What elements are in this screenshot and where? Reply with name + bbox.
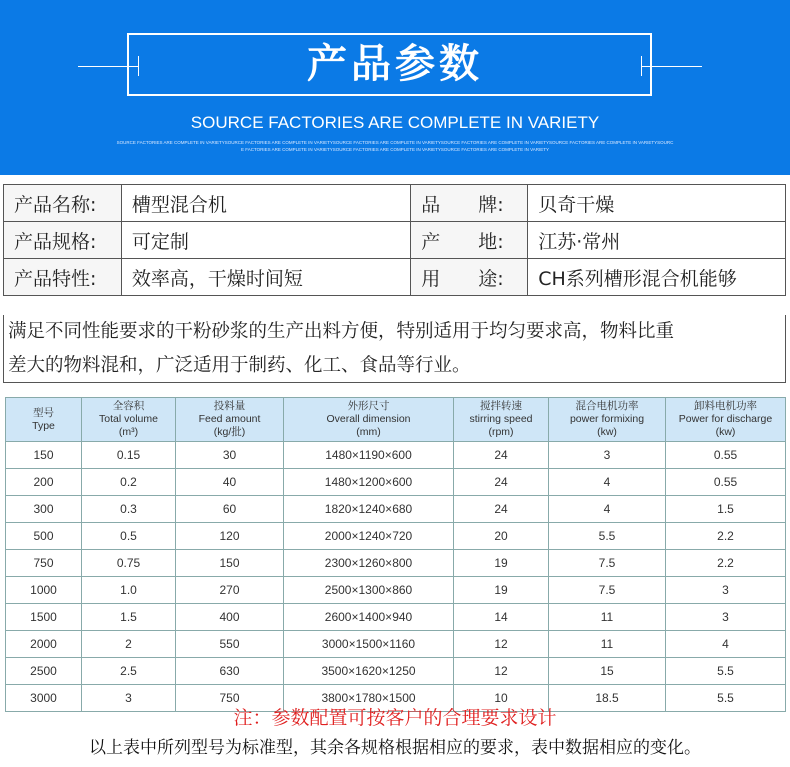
- cell-type: 500: [6, 523, 82, 550]
- cell-mixing-power: 4: [549, 496, 666, 523]
- brand-value: 贝奇干燥: [528, 185, 786, 222]
- cell-discharge-power: 1.5: [666, 496, 786, 523]
- cell-overall-dimension: 1480×1200×600: [284, 469, 454, 496]
- info-row: [4, 222, 786, 259]
- cell-discharge-power: 3: [666, 604, 786, 631]
- cell-feed-amount: 150: [176, 550, 284, 577]
- cell-stirring-speed: 20: [454, 523, 549, 550]
- header-overall-dimension: [284, 398, 454, 442]
- cell-discharge-power: 2.2: [666, 550, 786, 577]
- banner: [0, 0, 790, 175]
- cell-stirring-speed: 24: [454, 442, 549, 469]
- cell-discharge-power: 0.55: [666, 469, 786, 496]
- header-stirring-speed: [454, 398, 549, 442]
- spec-table-body: [6, 442, 786, 712]
- info-row: [4, 259, 786, 296]
- cell-overall-dimension: 3000×1500×1160: [284, 631, 454, 658]
- cell-overall-dimension: 2600×1400×940: [284, 604, 454, 631]
- header-cn-text: 搅拌转速: [480, 400, 522, 412]
- cell-discharge-power: 0.55: [666, 442, 786, 469]
- product-description: [3, 315, 786, 383]
- page-title: 产品参数: [307, 41, 483, 87]
- origin-value: 江苏·常州: [528, 222, 786, 259]
- table-row: [6, 523, 786, 550]
- description-line-1: 满足不同性能要求的干粉砂浆的生产出料方便，特别适用于均匀要求高，物料比重: [8, 321, 675, 342]
- header-mixing-power: [549, 398, 666, 442]
- cell-mixing-power: 7.5: [549, 550, 666, 577]
- header-cn-text: 投料量: [213, 400, 246, 412]
- product-spec-value: 可定制: [121, 222, 410, 259]
- cell-type: 2500: [6, 658, 82, 685]
- cell-overall-dimension: 1820×1240×680: [284, 496, 454, 523]
- header-en-text: Total volume: [99, 413, 158, 425]
- product-spec-label: 产品规格:: [4, 222, 122, 259]
- product-name-value: 槽型混合机: [121, 185, 410, 222]
- table-row: [6, 442, 786, 469]
- cell-feed-amount: 550: [176, 631, 284, 658]
- brand-label: 品 牌:: [411, 185, 528, 222]
- cell-type: 1500: [6, 604, 82, 631]
- product-feature-label: 产品特性:: [4, 259, 122, 296]
- usage-label: 用 途:: [411, 259, 528, 296]
- cell-total-volume: 0.75: [82, 550, 176, 577]
- banner-micro-text-2: E FACTORIES ARE COMPLETE IN VARIETYSOURCE FACTORIES ARE COMPLETE IN VARIETYSOURCE FACTORIES ARE COMPLETE IN VARIETY: [240, 147, 550, 152]
- note-standard-models: 以上表中所列型号为标准型，其余各规格根据相应的要求，表中数据相应的变化。: [89, 738, 701, 758]
- spec-table: [5, 397, 786, 712]
- header-unit-text: (kg/批): [213, 426, 246, 438]
- cell-discharge-power: 5.5: [666, 685, 786, 712]
- product-info-table: [3, 184, 786, 296]
- header-cn-text: 外形尺寸: [347, 400, 390, 412]
- cell-mixing-power: 18.5: [549, 685, 666, 712]
- cell-discharge-power: 5.5: [666, 658, 786, 685]
- cell-type: 150: [6, 442, 82, 469]
- cell-total-volume: 0.3: [82, 496, 176, 523]
- header-cn-text: 型号: [33, 406, 54, 419]
- table-row: [6, 469, 786, 496]
- header-cn-text: 混合电机功率: [575, 400, 639, 412]
- product-name-label: 产品名称:: [4, 185, 122, 222]
- cell-stirring-speed: 14: [454, 604, 549, 631]
- banner-micro-text-1: SOURCE FACTORIES ARE COMPLETE IN VARIETYSOURCE FACTORIES ARE COMPLETE IN VARIETYSOURCE FACTORIES ARE COMPLETE IN VARIETYSOURCE FACTORIES ARE COMPLETE IN VARIETYSOURCE FACTORIES ARE COMPLETE IN VARIETYSOURC: [116, 140, 674, 145]
- header-en-text: power formixing: [569, 413, 645, 425]
- cell-overall-dimension: 2500×1300×860: [284, 577, 454, 604]
- cell-total-volume: 0.5: [82, 523, 176, 550]
- cell-total-volume: 1.5: [82, 604, 176, 631]
- header-discharge-power: [666, 398, 786, 442]
- cell-stirring-speed: 12: [454, 631, 549, 658]
- banner-subtitle: SOURCE FACTORIES ARE COMPLETE IN VARIETY: [190, 113, 600, 132]
- note-custom-design: 注：参数配置可按客户的合理要求设计: [233, 707, 557, 729]
- cell-overall-dimension: 2300×1260×800: [284, 550, 454, 577]
- cell-type: 300: [6, 496, 82, 523]
- cell-total-volume: 2: [82, 631, 176, 658]
- table-row: [6, 550, 786, 577]
- cell-mixing-power: 7.5: [549, 577, 666, 604]
- cell-overall-dimension: 3500×1620×1250: [284, 658, 454, 685]
- header-cn-text: 全容积: [112, 400, 145, 412]
- cell-total-volume: 0.2: [82, 469, 176, 496]
- cell-mixing-power: 15: [549, 658, 666, 685]
- table-row: [6, 604, 786, 631]
- cell-type: 3000: [6, 685, 82, 712]
- cell-total-volume: 1.0: [82, 577, 176, 604]
- usage-value: CH系列槽形混合机能够: [528, 259, 786, 296]
- cell-feed-amount: 750: [176, 685, 284, 712]
- cell-feed-amount: 40: [176, 469, 284, 496]
- table-row: [6, 658, 786, 685]
- cell-feed-amount: 400: [176, 604, 284, 631]
- cell-type: 1000: [6, 577, 82, 604]
- cell-stirring-speed: 12: [454, 658, 549, 685]
- cell-mixing-power: 4: [549, 469, 666, 496]
- cell-discharge-power: 4: [666, 631, 786, 658]
- cell-feed-amount: 60: [176, 496, 284, 523]
- cell-feed-amount: 630: [176, 658, 284, 685]
- table-row: [6, 631, 786, 658]
- cell-stirring-speed: 19: [454, 577, 549, 604]
- table-row: [6, 577, 786, 604]
- header-cn-text: 卸料电机功率: [694, 400, 757, 412]
- description-line-2: 差大的物料混和，广泛适用于制药、化工、食品等行业。: [8, 355, 471, 376]
- cell-stirring-speed: 24: [454, 496, 549, 523]
- cell-stirring-speed: 24: [454, 469, 549, 496]
- header-unit-text: (rpm): [488, 426, 514, 438]
- product-feature-value: 效率高，干燥时间短: [121, 259, 410, 296]
- header-en-text: Type: [32, 419, 55, 432]
- cell-overall-dimension: 1480×1190×600: [284, 442, 454, 469]
- cell-total-volume: 3: [82, 685, 176, 712]
- cell-mixing-power: 11: [549, 631, 666, 658]
- cell-type: 200: [6, 469, 82, 496]
- origin-label: 产 地:: [411, 222, 528, 259]
- cell-feed-amount: 270: [176, 577, 284, 604]
- cell-overall-dimension: 2000×1240×720: [284, 523, 454, 550]
- header-unit-text: (mm): [356, 426, 381, 438]
- cell-discharge-power: 3: [666, 577, 786, 604]
- header-type: [6, 398, 82, 442]
- header-unit-text: (kw): [597, 426, 617, 438]
- header-en-text: Power for discharge: [678, 413, 773, 425]
- header-unit-text: (kw): [715, 426, 736, 438]
- cell-stirring-speed: 19: [454, 550, 549, 577]
- header-en-text: stirring speed: [469, 413, 533, 425]
- header-feed-amount: [176, 398, 284, 442]
- cell-feed-amount: 120: [176, 523, 284, 550]
- cell-total-volume: 0.15: [82, 442, 176, 469]
- cell-mixing-power: 5.5: [549, 523, 666, 550]
- table-row: [6, 496, 786, 523]
- header-unit-text: (m³): [118, 426, 139, 438]
- header-total-volume: [82, 398, 176, 442]
- cell-total-volume: 2.5: [82, 658, 176, 685]
- info-row: [4, 185, 786, 222]
- cell-type: 750: [6, 550, 82, 577]
- spec-table-header: [6, 398, 786, 442]
- cell-mixing-power: 3: [549, 442, 666, 469]
- header-en-text: Feed amount: [198, 413, 261, 425]
- cell-stirring-speed: 10: [454, 685, 549, 712]
- cell-mixing-power: 11: [549, 604, 666, 631]
- header-en-text: Overall dimension: [326, 413, 411, 425]
- cell-feed-amount: 30: [176, 442, 284, 469]
- cell-discharge-power: 2.2: [666, 523, 786, 550]
- cell-type: 2000: [6, 631, 82, 658]
- cell-overall-dimension: 3800×1780×1500: [284, 685, 454, 712]
